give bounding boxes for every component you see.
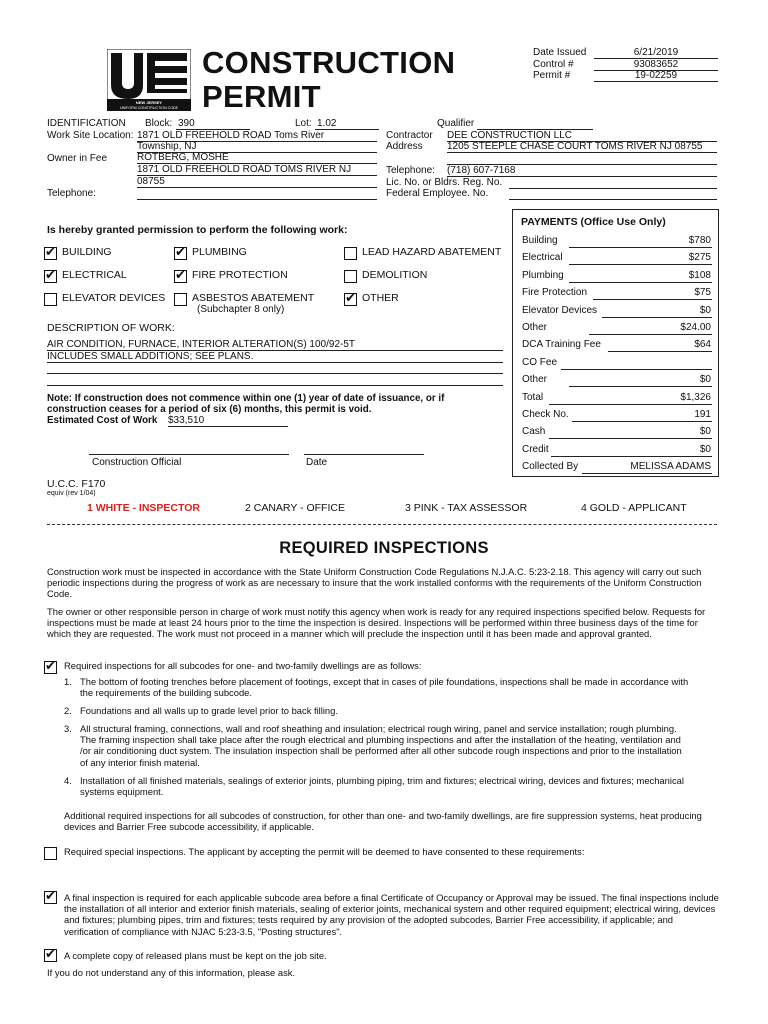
payment-value-dca-training-fee: $64 — [694, 339, 711, 351]
option-label-lead-hazard-abatement: LEAD HAZARD ABATEMENT — [362, 246, 502, 258]
checkbox-dwellings[interactable] — [44, 661, 57, 674]
checkbox-final[interactable] — [44, 891, 57, 904]
checkbox-building[interactable] — [44, 247, 57, 260]
payment-line-elevator-devices — [602, 317, 712, 318]
identification-label: IDENTIFICATION — [47, 118, 126, 129]
payment-value-total: $1,326 — [680, 391, 711, 403]
svg-text:NEW JERSEY: NEW JERSEY — [135, 100, 163, 105]
owner-label: Owner in Fee — [47, 153, 108, 164]
void-note: Note: If construction does not commence within one (1) year of date of issuance, or if construction ceases for a period of six (6) months, this permit is void. — [47, 393, 445, 415]
federal-label: Federal Employee. No. — [386, 188, 489, 199]
granted-text: Is hereby granted permission to perform the following work: — [47, 224, 348, 236]
address-value: 1205 STEEPLE CHASE COURT TOMS RIVER NJ 08755 — [447, 141, 717, 153]
inspections-title: REQUIRED INSPECTIONS — [279, 539, 489, 557]
payment-line-other — [569, 386, 712, 387]
payment-label-cash: Cash — [522, 426, 546, 438]
control-label: Control # — [533, 59, 574, 70]
date-issued-value: 6/21/2019 — [594, 47, 718, 59]
contractor-telephone-value: (718) 607-7168 — [447, 165, 717, 177]
payment-label-other: Other — [522, 374, 548, 386]
checkbox-plumbing[interactable] — [174, 247, 187, 260]
payment-value-fire-protection: $75 — [694, 287, 711, 299]
date-label: Date — [306, 457, 328, 468]
payment-line-credit — [551, 456, 712, 457]
inspection-item-number: 3. — [64, 723, 72, 734]
owner-telephone-line — [137, 188, 377, 200]
federal-line — [509, 188, 717, 200]
inspection-item-text: The bottom of footing trenches before placement of footings, except that in cases of pile foundations, inspections shall be made in accordance with the requirements of the building subcode. — [80, 676, 689, 699]
estimated-cost-value: $33,510 — [168, 415, 288, 427]
payment-line-check-no — [572, 421, 712, 422]
control-value: 93083652 — [594, 59, 718, 71]
checkbox-lead-hazard-abatement[interactable] — [344, 247, 357, 260]
payment-label-other: Other — [522, 322, 548, 333]
inspection-item-number: 4. — [64, 775, 72, 786]
inspection-item-text: Installation of all finished materials, sealings of exterior joints, plumbing piping, trim and fixtures; electrical wiring, devices and fixtures; mechanical systems equipment. — [80, 775, 684, 798]
option-label-other: OTHER — [362, 292, 399, 304]
checkbox-electrical[interactable] — [44, 270, 57, 283]
payment-label-check-no: Check No. — [522, 409, 569, 420]
additional-inspections-text: Additional required inspections for all subcodes of construction, for other than one- and two-family dwellings, are fire suppression systems, heat producing devices and Barrier Free subcode accessibility, if applicable. — [64, 810, 702, 833]
address-line-2 — [447, 153, 717, 165]
title-line-1: CONSTRUCTION — [202, 45, 456, 80]
copy-white-inspector: 1 WHITE - INSPECTOR — [87, 502, 200, 514]
block-value: 390 — [176, 118, 250, 130]
owner-address-1: 1871 OLD FREEHOLD ROAD TOMS RIVER NJ — [137, 164, 377, 176]
contractor-telephone-label: Telephone: — [386, 165, 435, 176]
payment-value-building: $780 — [688, 235, 711, 246]
contractor-label: Contractor — [386, 130, 433, 141]
payment-value-elevator-devices: $0 — [699, 304, 711, 316]
payment-value-other: $0 — [699, 374, 711, 386]
description-line-3 — [47, 362, 503, 374]
inspection-item-number: 1. — [64, 676, 72, 687]
payment-line-fire-protection — [593, 299, 712, 300]
payment-label-dca-training-fee: DCA Training Fee — [522, 339, 601, 351]
dwellings-text: Required inspections for all subcodes for one- and two-family dwellings are as follows: — [64, 660, 422, 671]
date-signature-line — [304, 443, 424, 455]
copy-gold-applicant: 4 GOLD - APPLICANT — [581, 502, 687, 514]
official-signature-line — [89, 443, 289, 455]
special-inspections-text: Required special inspections. The applicant by accepting the permit will be deemed to have consented to these requirements: — [64, 846, 585, 857]
asbestos-note: (Subchapter 8 only) — [197, 304, 285, 315]
option-label-elevator-devices: ELEVATOR DEVICES — [62, 292, 166, 304]
checkbox-plans[interactable] — [44, 949, 57, 962]
copy-canary-office: 2 CANARY - OFFICE — [245, 502, 345, 514]
option-label-fire-protection: FIRE PROTECTION — [192, 269, 288, 281]
option-label-demolition: DEMOLITION — [362, 269, 428, 281]
owner-address-2: 08755 — [137, 176, 377, 188]
payment-label-co-fee: CO Fee — [522, 356, 558, 368]
tear-line — [47, 524, 717, 525]
copy-pink-tax-assessor: 3 PINK - TAX ASSESSOR — [405, 502, 528, 514]
license-label: Lic. No. or Bldrs. Reg. No. — [386, 177, 503, 188]
checkbox-elevator-devices[interactable] — [44, 293, 57, 306]
payment-label-collected-by: Collected By — [522, 461, 579, 473]
estimated-cost-label: Estimated Cost of Work — [47, 415, 158, 426]
description-line-4 — [47, 374, 503, 386]
inspection-item-number: 2. — [64, 705, 72, 716]
payment-line-cash — [549, 438, 712, 439]
plans-text: A complete copy of released plans must be kept on the job site. — [64, 950, 327, 961]
payments-title: PAYMENTS (Office Use Only) — [521, 216, 666, 228]
final-inspection-text: A final inspection is required for each applicable subcode area before a final Certificate of Occupancy or Approval may be issued. The final inspections include the installation of all interior and exterior finish materials, sealing of exterior joints, mechanical system and other required equipment; electrical wiring, devices and fixtures; plumbing pipes, trim and fixtures; tests required by any provision of the adopted subcodes, Barrier Free accessibility, if applicable; and verification of compliance with NJAC 5:23-3.5, "Posting structures". — [64, 892, 719, 937]
owner-name: ROTBERG, MOSHE — [137, 152, 377, 164]
checkbox-asbestos-abatement[interactable] — [174, 293, 187, 306]
payment-value-credit: $0 — [699, 443, 711, 455]
form-revision: equiv (rev 1/04) — [47, 490, 96, 497]
description-label: DESCRIPTION OF WORK: — [47, 322, 175, 334]
payment-label-plumbing: Plumbing — [522, 269, 564, 281]
payment-line-electrical — [569, 264, 712, 265]
inspection-item-text: Foundations and all walls up to grade level prior to back filling. — [80, 705, 338, 716]
option-label-asbestos-abatement: ASBESTOS ABATEMENT — [192, 292, 315, 304]
payment-label-fire-protection: Fire Protection — [522, 287, 588, 299]
title-line-2: PERMIT — [202, 79, 321, 114]
payment-line-co-fee — [561, 369, 712, 370]
checkbox-other[interactable] — [344, 293, 357, 306]
contractor-value: DEE CONSTRUCTION LLC — [447, 130, 717, 142]
payment-value-plumbing: $108 — [688, 269, 711, 281]
payment-value-check-no: 191 — [694, 409, 711, 420]
payment-line-plumbing — [569, 282, 712, 283]
permit-label: Permit # — [533, 70, 571, 81]
owner-telephone-label: Telephone: — [47, 188, 96, 199]
address-label: Address — [386, 141, 423, 152]
date-issued-label: Date Issued — [533, 47, 587, 58]
payment-line-dca-training-fee — [608, 351, 712, 352]
block-label: Block: — [145, 118, 173, 129]
payment-label-total: Total — [522, 391, 544, 403]
payment-line-other — [589, 334, 712, 335]
payment-value-other: $24.00 — [680, 322, 711, 333]
uniform-code-logo — [107, 49, 191, 111]
qualifier-value — [477, 118, 593, 130]
inspections-paragraph-1: Construction work must be inspected in accordance with the State Uniform Construction Code Regulations N.J.A.C. 5:23-2.18. This agency will carry out such periodic inspections during the progress of work as are necessary to insure that the work installed conforms with the requirements of the Uniform Construction Code. — [47, 566, 702, 600]
checkbox-special[interactable] — [44, 847, 57, 860]
lot-label: Lot: — [295, 118, 312, 129]
option-label-building: BUILDING — [62, 246, 112, 258]
option-label-plumbing: PLUMBING — [192, 246, 247, 258]
work-site-label: Work Site Location: — [47, 130, 134, 141]
work-site-line-1: 1871 OLD FREEHOLD ROAD Toms River — [137, 130, 377, 142]
payment-line-total — [549, 404, 712, 405]
qualifier-label: Qualifier — [437, 118, 475, 129]
closing-text: If you do not understand any of this information, please ask. — [47, 967, 296, 978]
payment-label-credit: Credit — [522, 443, 549, 455]
payment-label-elevator-devices: Elevator Devices — [522, 304, 598, 316]
svg-text:UNIFORM CONSTRUCTION CODE: UNIFORM CONSTRUCTION CODE — [119, 106, 179, 110]
description-line-2: INCLUDES SMALL ADDITIONS; SEE PLANS. — [47, 351, 503, 363]
payment-line-building — [569, 247, 712, 248]
payment-line-collected-by — [582, 473, 712, 474]
form-id: U.C.C. F170 — [47, 478, 106, 490]
inspections-paragraph-2: The owner or other responsible person in charge of work must notify this agency when work is ready for any required inspections specified below. Requests for inspections must be made at least 24 hours prior to the time the inspection is desired. Inspections will be performed within three business days of the time for which they are requested. The work must not proceed in a manner which will preclude the inspection until it has been made and approval granted. — [47, 606, 706, 640]
payment-value-cash: $0 — [699, 426, 711, 438]
payment-label-electrical: Electrical — [522, 252, 563, 264]
inspection-item-text: All structural framing, connections, wall and roof sheathing and insulation; electrical rough wiring, panel and service installation; rough plumbing. The framing inspection shall take place after the rough electrical and plumbing inspections and after the installation of the heating, ventilation and /or air conditioning duct system. The insulation inspection shall be performed after all other subcode rough inspections and prior to the installation of any interior finish material. — [80, 723, 682, 768]
payment-value-electrical: $275 — [688, 252, 711, 264]
official-label: Construction Official — [92, 457, 182, 468]
work-site-line-2: Township, NJ — [137, 141, 377, 153]
option-label-electrical: ELECTRICAL — [62, 269, 127, 281]
payment-value-collected-by: MELISSA ADAMS — [630, 461, 711, 473]
description-line-1: AIR CONDITION, FURNACE, INTERIOR ALTERATION(S) 100/92-5T — [47, 339, 503, 351]
lot-value: 1.02 — [315, 118, 379, 130]
permit-value: 19-02259 — [594, 70, 718, 82]
checkbox-fire-protection[interactable] — [174, 270, 187, 283]
payment-label-building: Building — [522, 235, 558, 246]
checkbox-demolition[interactable] — [344, 270, 357, 283]
